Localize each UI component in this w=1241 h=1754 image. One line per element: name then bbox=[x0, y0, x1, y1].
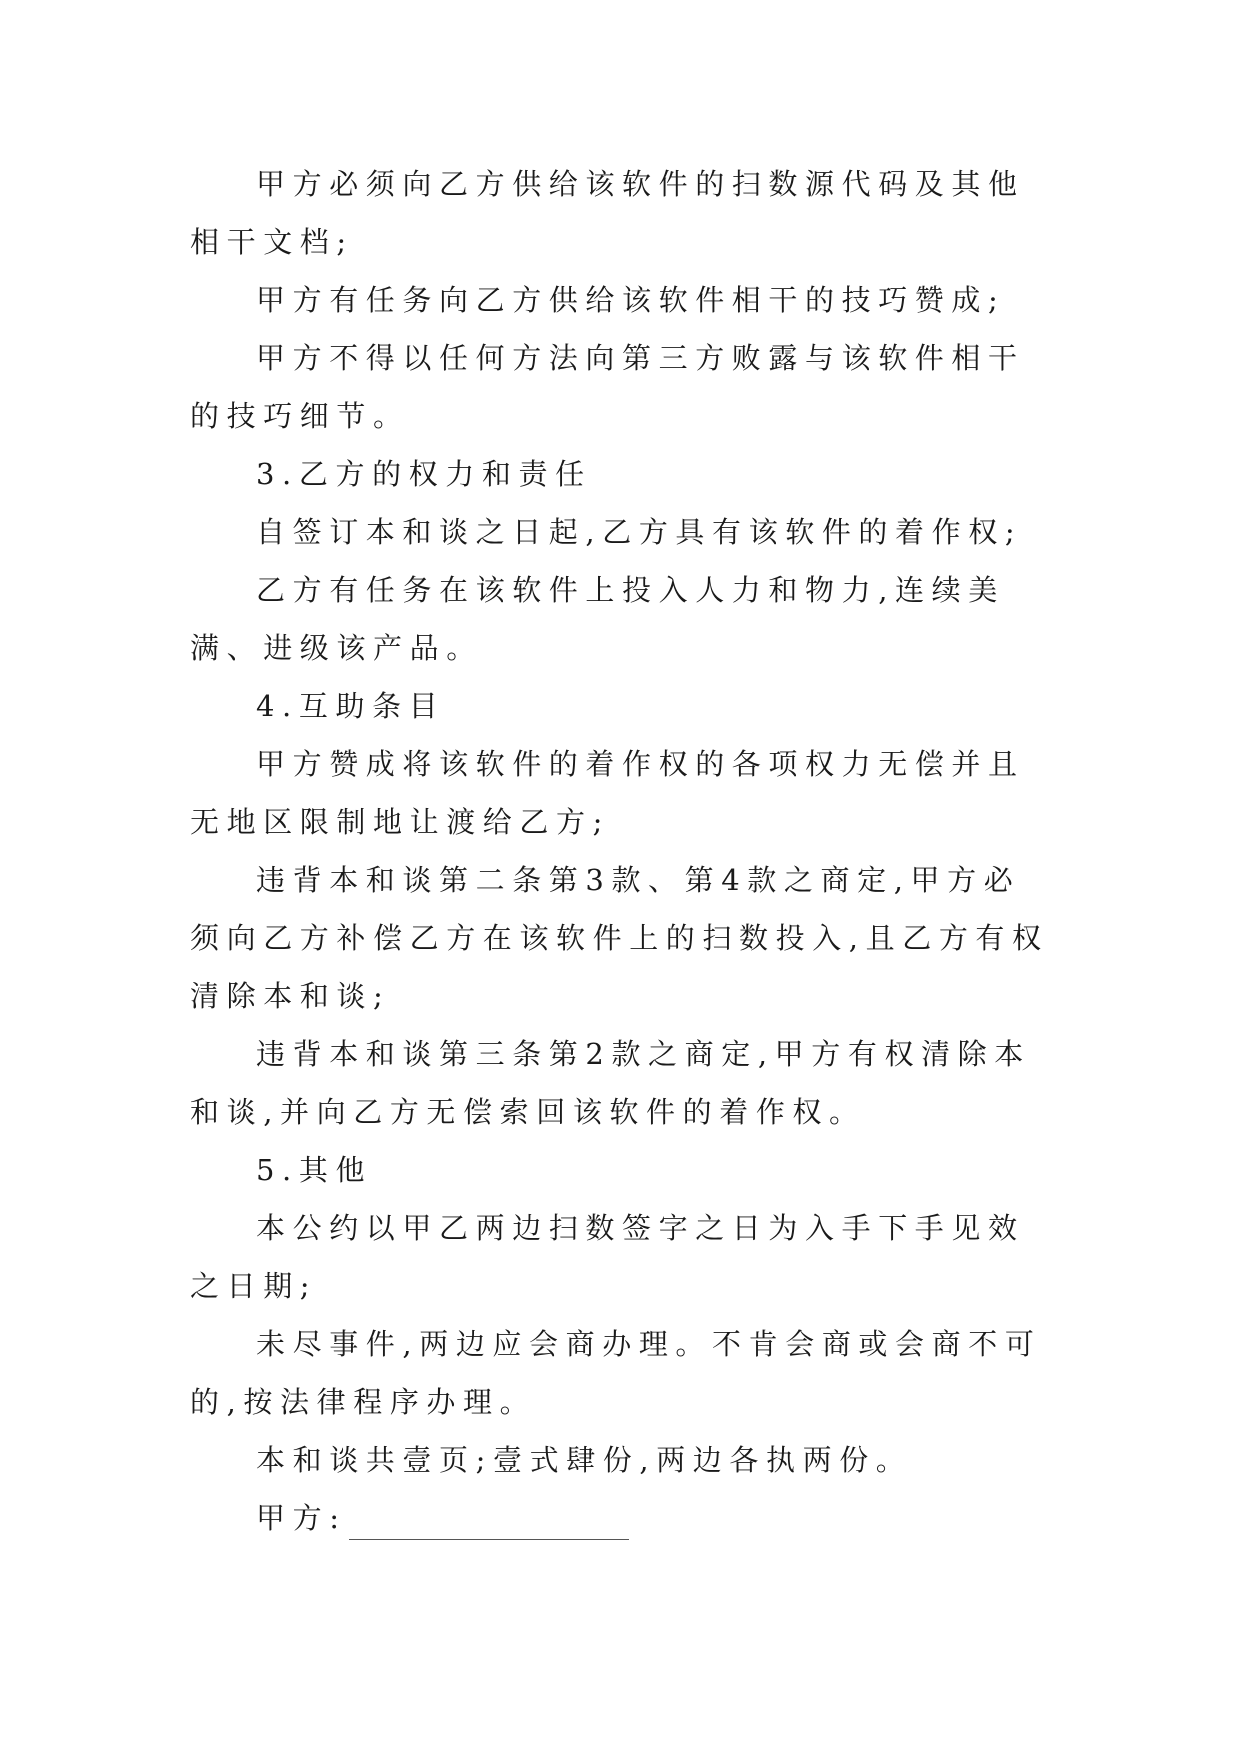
paragraph: 甲方必须向乙方供给该软件的扫数源代码及其他相干文档; bbox=[190, 167, 1025, 259]
paragraph: 本公约以甲乙两边扫数签字之日为入手下手见效之日期; bbox=[190, 1211, 1025, 1303]
section-heading: 3.乙方的权力和责任 bbox=[256, 457, 592, 491]
section-heading: 5.其他 bbox=[256, 1153, 373, 1187]
paragraph: 未尽事件,两边应会商办理。不肯会商或会商不可的,按法律程序办理。 bbox=[190, 1327, 1042, 1419]
paragraph: 违背本和谈第三条第2款之商定,甲方有权清除本和谈,并向乙方无偿索回该软件的着作权。 bbox=[190, 1037, 1031, 1129]
paragraph: 甲方有任务向乙方供给该软件相干的技巧赞成; bbox=[256, 283, 1006, 317]
section-heading: 4.互助条目 bbox=[256, 689, 446, 723]
paragraph: 自签订本和谈之日起,乙方具有该软件的着作权; bbox=[256, 515, 1023, 549]
paragraph: 甲方赞成将该软件的着作权的各项权力无偿并且无地区限制地让渡给乙方; bbox=[190, 747, 1025, 839]
paragraph: 乙方有任务在该软件上投入人力和物力,连续美满、进级该产品。 bbox=[190, 573, 1005, 665]
signature-line bbox=[349, 1501, 629, 1540]
document-page bbox=[190, 155, 1050, 1547]
paragraph: 甲方不得以任何方法向第三方败露与该软件相干的技巧细节。 bbox=[190, 341, 1025, 433]
paragraph: 违背本和谈第二条第3款、第4款之商定,甲方必须向乙方补偿乙方在该软件上的扫数投入,且乙方有权清除本和谈; bbox=[190, 863, 1049, 1013]
signature-label: 甲方: bbox=[256, 1501, 347, 1535]
paragraph: 本和谈共壹页;壹式肆份,两边各执两份。 bbox=[256, 1443, 913, 1477]
signature-row bbox=[190, 1489, 1050, 1547]
